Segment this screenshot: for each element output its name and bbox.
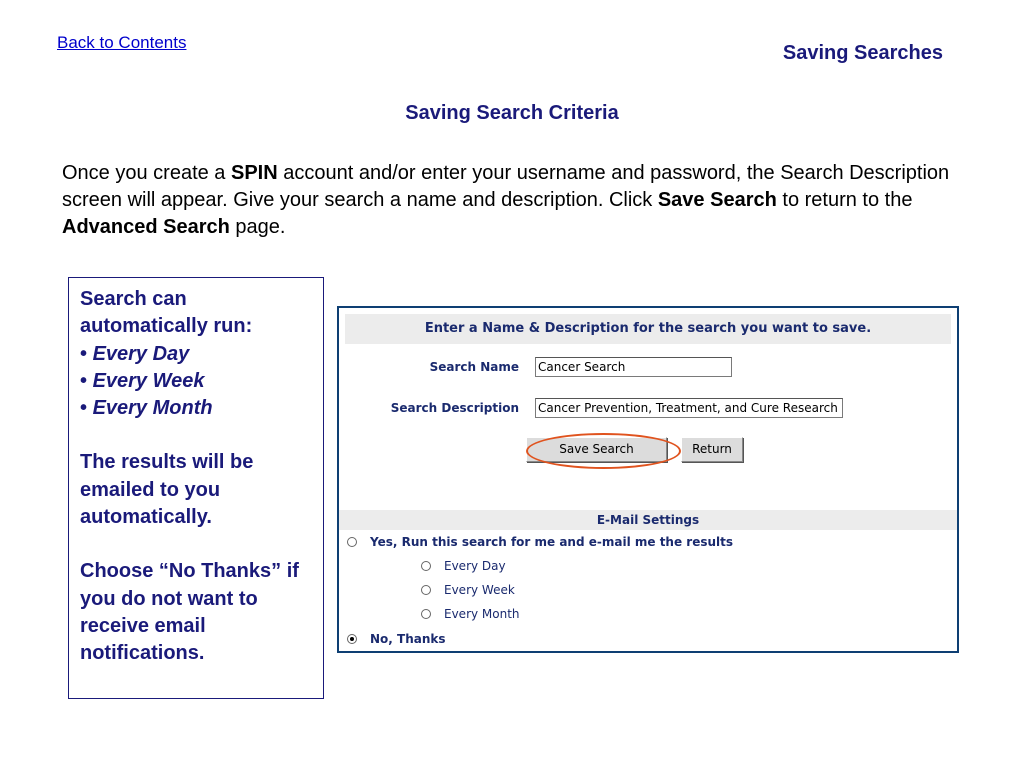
intro-paragraph	[62, 160, 962, 241]
radio-button[interactable]	[421, 585, 431, 595]
radio-button[interactable]	[421, 609, 431, 619]
intro-save-search: Save Search	[657, 189, 777, 211]
intro-text: to return to the	[776, 189, 913, 211]
radio-button[interactable]	[347, 537, 357, 547]
radio-every-month[interactable]	[421, 607, 520, 621]
return-button[interactable]: Return	[681, 437, 743, 462]
intro-text: page.	[229, 216, 286, 238]
radio-label: No, Thanks	[370, 632, 446, 646]
radio-button[interactable]	[347, 634, 357, 644]
email-settings-header: E-Mail Settings	[339, 510, 957, 530]
note-no-thanks: Choose “No Thanks” if you do not want to receive email notifications.	[80, 560, 299, 665]
search-name-label: Search Name	[429, 360, 519, 374]
note-heading: Search can automatically run:	[80, 288, 253, 338]
save-search-button[interactable]: Save Search	[526, 437, 667, 462]
intro-text: Once you create a	[62, 162, 231, 184]
radio-yes-email[interactable]	[347, 535, 733, 549]
note-bullet: • Every Day	[80, 342, 190, 365]
radio-every-day[interactable]	[421, 559, 506, 573]
intro-text: account and/or enter your username and password, the Search Description screen will appear. Give your search a name and description. Click	[62, 162, 950, 211]
note-bullet: • Every Week	[80, 369, 205, 392]
panel-header: Enter a Name & Description for the search you want to save.	[345, 314, 951, 344]
slide-title: Saving Searches	[782, 42, 943, 64]
note-box	[68, 277, 324, 699]
note-emailed: The results will be emailed to you automatically.	[80, 451, 254, 529]
search-description-label: Search Description	[390, 401, 519, 415]
note-bullet: • Every Month	[80, 397, 213, 420]
radio-label: Yes, Run this search for me and e-mail me the results	[370, 535, 734, 549]
slide-subtitle: Saving Search Criteria	[405, 102, 619, 124]
search-name-input[interactable]: Cancer Search	[535, 357, 732, 377]
radio-label: Every Week	[444, 583, 515, 597]
search-description-input[interactable]: Cancer Prevention, Treatment, and Cure Research	[535, 398, 843, 418]
intro-spin: SPIN	[230, 162, 278, 184]
radio-no-thanks[interactable]	[347, 632, 446, 646]
radio-label: Every Day	[444, 559, 506, 573]
back-to-contents-link[interactable]: Back to Contents	[57, 33, 187, 52]
radio-every-week[interactable]	[421, 583, 515, 597]
save-search-panel	[337, 306, 959, 653]
intro-advanced-search: Advanced Search	[62, 216, 230, 238]
radio-button[interactable]	[421, 561, 431, 571]
radio-label: Every Month	[444, 607, 520, 621]
